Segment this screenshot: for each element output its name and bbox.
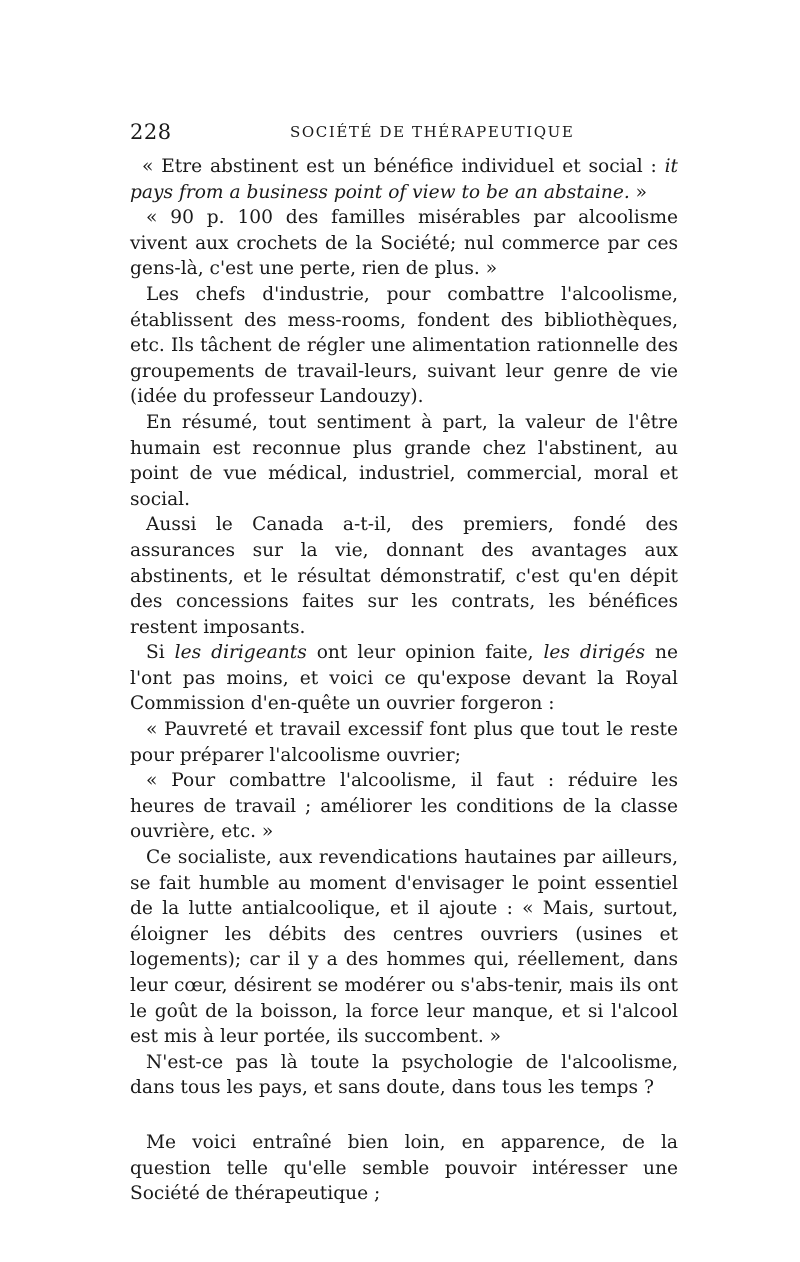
paragraph-6-italic-1: les dirigeants bbox=[174, 642, 307, 664]
paragraph-1-text-2: » bbox=[629, 181, 648, 203]
paragraph-6-italic-2: les dirigés bbox=[543, 642, 646, 664]
paragraph-7: « Pauvreté et travail excessif font plus que tout le reste pour préparer l'alcoolisme ouvrier; bbox=[130, 719, 678, 766]
paragraph-6-text-2: ont leur opinion faite, bbox=[306, 642, 544, 664]
paragraph-1-italic-quote: it pays from a business point of view to be an abstaine. bbox=[130, 156, 678, 203]
body-text bbox=[130, 154, 678, 1207]
running-header bbox=[130, 120, 676, 146]
paragraph-9: Ce socialiste, aux revendications hautaines par ailleurs, se fait humble au moment d'envisager le point essentiel de la lutte antialcoolique, et il ajoute : « Mais, surtout, éloigner les débits des centres ouvriers (usines et logements); car il y a des hommes qui, réellement, dans leur cœur, désirent se modérer ou s'abs-tenir, mais ils ont le goût de la boisson, la force leur manque, et si l'alcool est mis à leur portée, ils succombent. » bbox=[130, 847, 678, 1048]
paragraph-2: « 90 p. 100 des familles misérables par alcoolisme vivent aux crochets de la Société; nul commerce par ces gens-là, c'est une perte, rien de plus. » bbox=[130, 207, 678, 280]
running-title: SOCIÉTÉ DE THÉRAPEUTIQUE bbox=[290, 123, 575, 141]
paragraph-5: Aussi le Canada a-t-il, des premiers, fondé des assurances sur la vie, donnant des avantages aux abstinents, et le résultat démonstratif, c'est qu'en dépit des concessions faites sur les contrats, les bénéfices restent imposants. bbox=[130, 514, 678, 638]
paragraph-10: N'est-ce pas là toute la psychologie de l'alcoolisme, dans tous les pays, et sans doute, dans tous les temps ? bbox=[130, 1051, 678, 1099]
paragraph-3: Les chefs d'industrie, pour combattre l'alcoolisme, établissent des mess-rooms, fondent des bibliothèques, etc. Ils tâchent de régler une alimentation rationnelle des groupements de travail-leurs, suivant leur genre de vie (idée du professeur Landouzy). bbox=[130, 283, 678, 408]
paragraph-4: En résumé, tout sentiment à part, la valeur de l'être humain est reconnue plus grande chez l'abstinent, au point de vue médical, industriel, commercial, moral et social. bbox=[130, 411, 678, 510]
page-number: 228 bbox=[130, 120, 172, 144]
paragraph-6 bbox=[130, 640, 678, 717]
paragraph-1 bbox=[130, 154, 678, 205]
paragraph-6-text-1: Si bbox=[146, 642, 175, 664]
paragraph-8: « Pour combattre l'alcoolisme, il faut : réduire les heures de travail ; améliorer les conditions de la classe ouvrière, etc. » bbox=[130, 770, 678, 843]
paragraph-11: Me voici entraîné bien loin, en apparence, de la question telle qu'elle semble pouvoir intéresser une Société de thérapeutique ; bbox=[130, 1131, 678, 1205]
paragraph-1-text-1: « Etre abstinent est un bénéfice individuel et social : bbox=[142, 156, 665, 177]
paragraph-6-text-3: ne l'ont pas moins, et voici ce qu'expose devant la Royal Commission d'en-quête un ouvrier forgeron : bbox=[130, 642, 678, 715]
